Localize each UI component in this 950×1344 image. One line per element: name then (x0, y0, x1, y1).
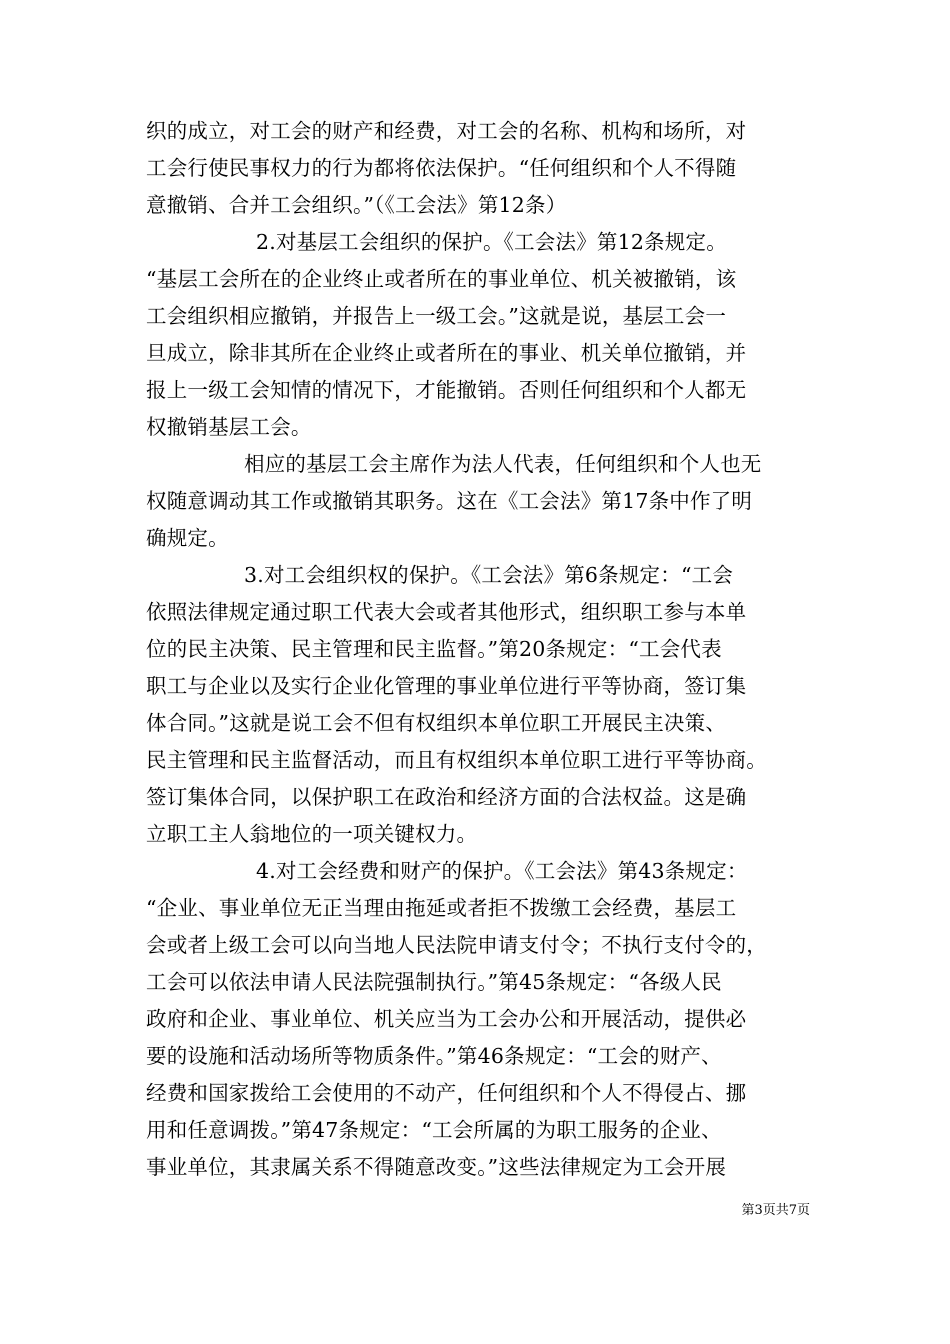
text-line: 位的民主决策、民主管理和民主监督。”第20条规定：“工会代表 (146, 637, 722, 661)
text-line: 要的设施和活动场所等物质条件。”第46条规定：“工会的财产、 (146, 1044, 722, 1068)
text-line-section-4-heading: 4.对工会经费和财产的保护。《工会法》第43条规定： (256, 859, 748, 883)
text-line-section-2-heading: 2.对基层工会组织的保护。《工会法》第12条规定。 (256, 230, 727, 254)
text-line: 织的成立，对工会的财产和经费，对工会的名称、机构和场所，对 (146, 119, 747, 143)
text-line: 权随意调动其工作或撤销其职务。这在《工会法》第17条中作了明 (146, 489, 753, 513)
text-line: 工会行使民事权力的行为都将依法保护。“任何组织和个人不得随 (146, 156, 737, 180)
text-line: “基层工会所在的企业终止或者所在的事业单位、机关被撤销，该 (146, 267, 737, 291)
text-line: 工会可以依法申请人民法院强制执行。”第45条规定：“各级人民 (146, 970, 722, 994)
text-line-paragraph-start: 相应的基层工会主席作为法人代表，任何组织和个人也无 (244, 452, 762, 476)
text-line: 立职工主人翁地位的一项关键权力。 (146, 822, 478, 846)
text-line: 政府和企业、事业单位、机关应当为工会办公和开展活动，提供必 (146, 1007, 747, 1031)
text-line: 工会组织相应撤销，并报告上一级工会。”这就是说，基层工会一 (146, 304, 727, 328)
text-line: 旦成立，除非其所在企业终止或者所在的事业、机关单位撤销，并 (146, 341, 747, 365)
text-line: 经费和国家拨给工会使用的不动产，任何组织和个人不得侵占、挪 (146, 1081, 747, 1105)
text-line: 确规定。 (146, 526, 229, 550)
text-line: 会或者上级工会可以向当地人民法院申请支付令；不执行支付令的， (146, 933, 767, 957)
text-line: 依照法律规定通过职工代表大会或者其他形式，组织职工参与本单 (146, 600, 747, 624)
text-line: 权撤销基层工会。 (146, 415, 312, 439)
text-line: 报上一级工会知情的情况下，才能撤销。否则任何组织和个人都无 (146, 378, 747, 402)
text-line: 意撤销、合并工会组织。”（《工会法》第12条） (146, 193, 567, 217)
text-line: 职工与企业以及实行企业化管理的事业单位进行平等协商，签订集 (146, 674, 747, 698)
text-line: 体合同。”这就是说工会不但有权组织本单位职工开展民主决策、 (146, 711, 727, 735)
text-line: “企业、事业单位无正当理由拖延或者拒不拨缴工会经费，基层工 (146, 896, 737, 920)
text-line-section-3-heading: 3.对工会组织权的保护。《工会法》第6条规定：“工会 (244, 563, 734, 587)
body-text (146, 113, 810, 1186)
text-line: 民主管理和民主监督活动，而且有权组织本单位职工进行平等协商。 (146, 748, 767, 772)
text-line: 签订集体合同，以保护职工在政治和经济方面的合法权益。这是确 (146, 785, 747, 809)
text-line: 事业单位，其隶属关系不得随意改变。”这些法律规定为工会开展 (146, 1155, 727, 1179)
page-footer-number: 第3页共7页 (741, 1203, 810, 1218)
text-line: 用和任意调拨。”第47条规定：“工会所属的为职工服务的企业、 (146, 1118, 722, 1142)
